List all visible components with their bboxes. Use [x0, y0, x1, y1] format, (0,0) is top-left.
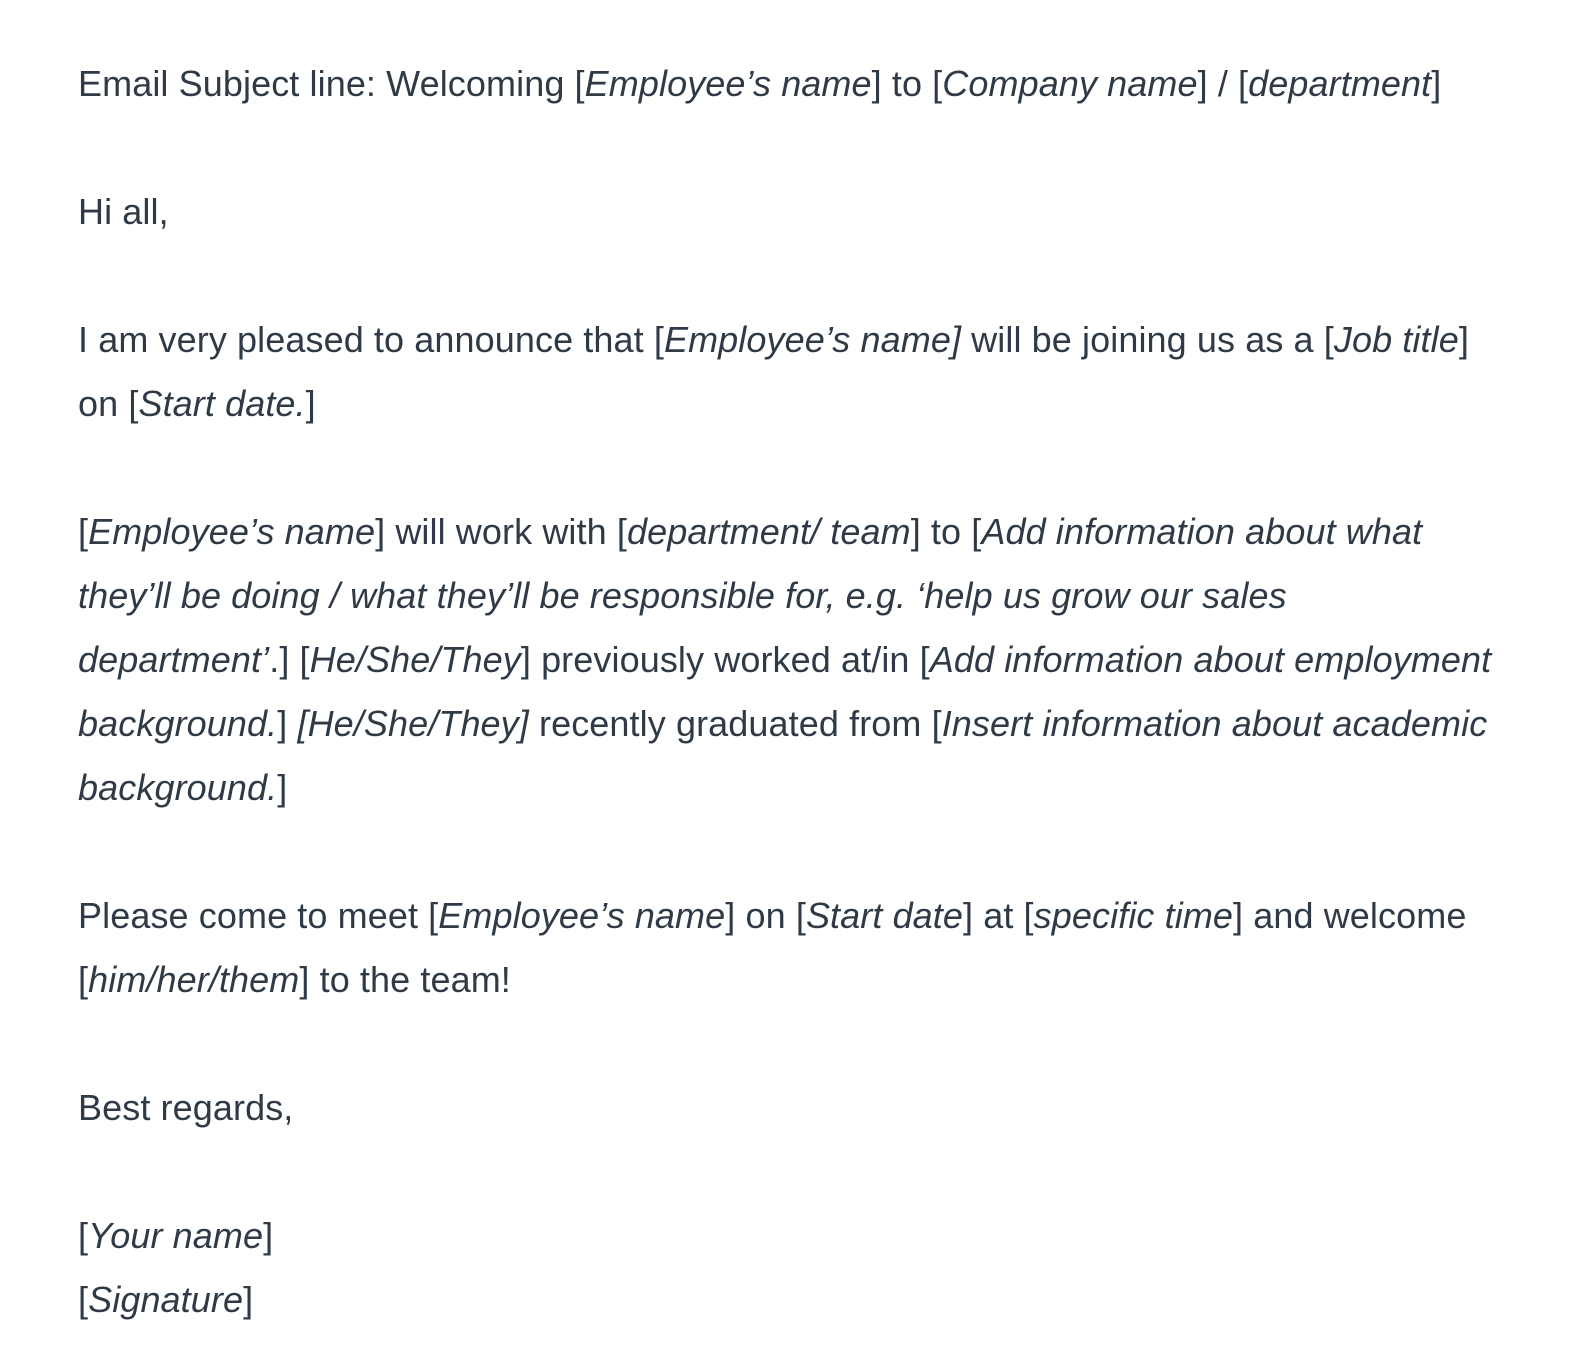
- role-text: ]: [277, 767, 288, 808]
- placeholder-company-name: Company name: [942, 63, 1198, 104]
- role-text: ] to [: [910, 511, 982, 552]
- invite-text: ] at [: [963, 895, 1034, 936]
- role-text: recently graduated from [: [528, 703, 942, 744]
- placeholder-employee-name: Employee’s name: [584, 63, 872, 104]
- placeholder-your-name: Your name: [88, 1215, 264, 1256]
- role-paragraph: [78, 500, 1498, 820]
- placeholder-pronoun-object: him/her/them: [88, 959, 300, 1000]
- subject-text: ] to [: [871, 63, 943, 104]
- subject-text: ]: [1431, 63, 1442, 104]
- announcement-paragraph: [78, 308, 1498, 436]
- role-text: .] [: [269, 639, 310, 680]
- role-text: ] will work with [: [375, 511, 627, 552]
- invite-text: Please come to meet [: [78, 895, 439, 936]
- greeting: Hi all,: [78, 191, 169, 232]
- placeholder-job-title: Job title: [1333, 319, 1459, 360]
- placeholder-employee-name: Employee’s name: [88, 511, 376, 552]
- announcement-text: ]: [305, 383, 316, 424]
- signoff-name: [78, 1204, 1498, 1268]
- invite-paragraph: [78, 884, 1498, 1012]
- invite-text: ] on [: [725, 895, 806, 936]
- placeholder-signature: Signature: [88, 1279, 244, 1320]
- bracket: [: [78, 1279, 89, 1320]
- announcement-text: I am very pleased to announce that [: [78, 319, 664, 360]
- placeholder-department-team: department/ team: [626, 511, 911, 552]
- placeholder-start-date: Start date: [805, 895, 964, 936]
- subject-text: Email Subject line: Welcoming [: [78, 63, 585, 104]
- email-subject-line: [78, 52, 1498, 116]
- invite-text: ] and welcome [: [78, 895, 1467, 1000]
- role-text: ] previously worked at/in [: [520, 639, 930, 680]
- role-text: [: [78, 511, 89, 552]
- announcement-text: will be joining us as a [: [961, 319, 1334, 360]
- announcement-text: ] on [: [78, 319, 1469, 424]
- placeholder-specific-time: specific time: [1033, 895, 1234, 936]
- placeholder-start-date: Start date.: [138, 383, 306, 424]
- role-text: ]: [277, 703, 298, 744]
- placeholder-academic-background: Insert information about academic background.: [78, 703, 1488, 808]
- placeholder-pronoun: He/She/They: [309, 639, 521, 680]
- subject-text: ] / [: [1197, 63, 1249, 104]
- bracket: ]: [263, 1215, 274, 1256]
- placeholder-employee-name: Employee’s name]: [663, 319, 962, 360]
- closing: Best regards,: [78, 1087, 294, 1128]
- bracket: ]: [243, 1279, 254, 1320]
- signoff-signature: [78, 1268, 1498, 1332]
- placeholder-responsibilities: Add information about what they’ll be doing / what they’ll be responsible for, e.g. ‘help us grow our sales department’: [78, 511, 1423, 680]
- invite-text: ] to the team!: [299, 959, 511, 1000]
- placeholder-department: department: [1248, 63, 1432, 104]
- placeholder-employment-background: Add information about employment background.: [78, 639, 1492, 744]
- email-template: [78, 52, 1498, 1332]
- placeholder-employee-name: Employee’s name: [438, 895, 726, 936]
- bracket: [: [78, 1215, 89, 1256]
- placeholder-pronoun: [He/She/They]: [297, 703, 529, 744]
